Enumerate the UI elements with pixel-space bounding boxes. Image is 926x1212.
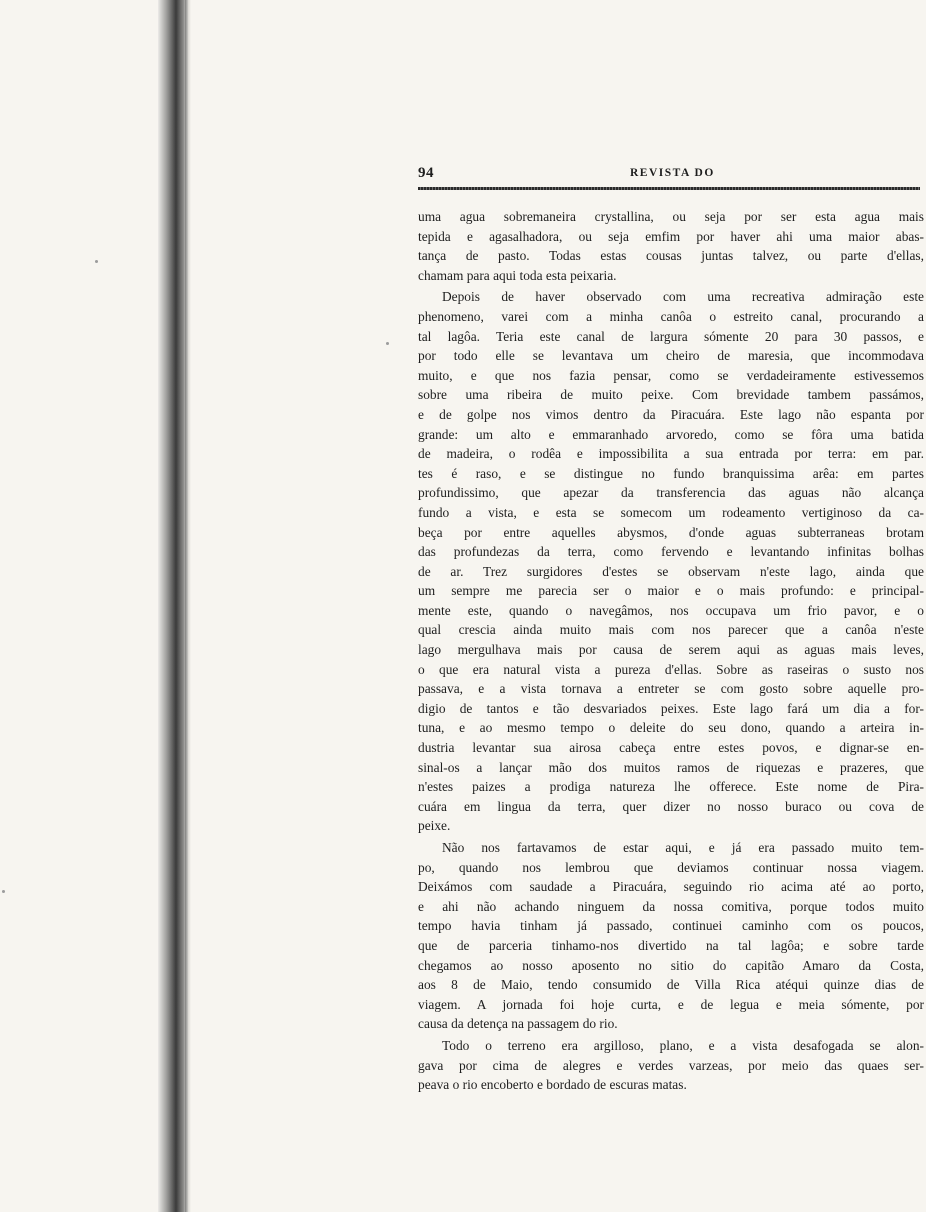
book-binding-gutter	[158, 0, 188, 1212]
text-line: tuna, e ao mesmo tempo o deleite do seu dono, quando a arteira in-	[418, 720, 924, 736]
text-line: peixe.	[418, 818, 451, 834]
page-number: 94	[418, 165, 434, 181]
text-line: digio de tantos e tão desvariados peixes. Este lago fará um dia a for-	[418, 700, 924, 716]
text-line: chamam para aqui toda esta peixaria.	[418, 267, 617, 283]
paragraph-p1	[418, 207, 924, 285]
text-line: das profundezas da terra, como fervendo e levantando infinitas bolhas	[418, 544, 924, 560]
text-line: Todo o terreno era argilloso, plano, e a vista desafogada se alon-	[442, 1037, 924, 1053]
text-line: sinal-os a lançar mão dos muitos ramos de riquezas e prazeres, que	[418, 759, 924, 775]
text-line: um sempre me parecia ser o maior e o mais profundo: e principal-	[418, 583, 924, 599]
text-line: de ar. Trez surgidores d'estes se observam n'este lago, ainda que	[418, 563, 924, 579]
text-line: mente este, quando o navegâmos, nos occupava um frio pavor, e o	[418, 602, 924, 618]
header-rule	[418, 187, 920, 190]
text-line: gava por cima de alegres e verdes varzeas, por meio das quaes ser-	[418, 1057, 924, 1073]
text-line: uma agua sobremaneira crystallina, ou seja por ser esta agua mais	[418, 209, 924, 224]
text-line: e de golpe nos vimos dentro da Piracuára. Este lago não espanta por	[418, 406, 924, 422]
body-text	[418, 207, 924, 1095]
text-line: por todo elle se levantava um cheiro de maresia, que incommodava	[418, 348, 924, 364]
running-head	[418, 165, 926, 187]
text-line: Depois de haver observado com uma recreativa admiração este	[442, 289, 924, 305]
text-line: cuára em lingua da terra, quer dizer no nosso buraco ou cova de	[418, 798, 924, 814]
text-line: tal lagôa. Teria este canal de largura sómente 20 para 30 passos, e	[418, 328, 924, 344]
text-line: dustria levantar sua airosa cabeça entre estes povos, e dignar-se en-	[418, 740, 924, 756]
text-line: peava o rio encoberto e bordado de escuras matas.	[418, 1077, 687, 1093]
text-line: po, quando nos lembrou que deviamos continuar nossa viagem.	[418, 859, 924, 875]
text-line: aos 8 de Maio, tendo consumido de Villa Rica atéqui quinze dias de	[418, 977, 924, 993]
text-line: causa da detença na passagem do rio.	[418, 1016, 618, 1032]
paper-speck	[386, 342, 389, 345]
journal-title: REVISTA DO	[630, 167, 715, 179]
text-line: tes é raso, e se distingue no fundo branquissima arêa: em partes	[418, 465, 924, 481]
text-line: fundo a vista, e esta se somecom um rodeamento vertiginoso da ca-	[418, 504, 924, 520]
book-page	[418, 165, 926, 1095]
text-line: passava, e a vista tornava a entreter se com gosto sobre aquelle pro-	[418, 681, 924, 697]
text-line: grande: um alto e emmaranhado arvoredo, como se fôra uma batida	[418, 426, 924, 442]
text-line: n'estes paizes a prodiga natureza lhe offerece. Este nome de Pira-	[418, 779, 924, 795]
text-line: tança de pasto. Todas estas cousas juntas talvez, ou parte d'ellas,	[418, 248, 924, 264]
text-line: tepida e agasalhadora, ou seja emfim por haver ahi uma maior abas-	[418, 228, 924, 244]
binding-shadow	[185, 0, 191, 1212]
text-line: e ahi não achando ninguem da nossa comitiva, porque todos muito	[418, 898, 924, 914]
text-line: Deixámos com saudade a Piracuára, seguindo rio acima até ao porto,	[418, 879, 924, 895]
text-line: phenomeno, varei com a minha canôa o estreito canal, procurando a	[418, 308, 924, 324]
text-line: chegamos ao nosso aposento no sitio do capitão Amaro da Costa,	[418, 957, 924, 973]
text-line: beça por entre aquelles abysmos, d'onde aguas subterraneas brotam	[418, 524, 924, 540]
text-line: profundissimo, que apezar da transferencia das aguas não alcança	[418, 485, 924, 501]
text-line: muito, e que nos fazia pensar, como se verdadeiramente estivessemos	[418, 367, 924, 383]
text-line: o que era natural vista a pureza d'ellas. Sobre as raseiras o susto nos	[418, 661, 924, 677]
text-line: que de parceria tinhamo-nos divertido na tal lagôa; e sobre tarde	[418, 937, 924, 953]
paper-speck	[2, 890, 5, 893]
paper-speck	[95, 260, 98, 263]
text-line: lago mergulhava mais por causa de serem aqui as aguas mais leves,	[418, 642, 924, 658]
text-line: viagem. A jornada foi hoje curta, e de legua e meia sómente, por	[418, 996, 924, 1012]
text-line: qual crescia ainda muito mais com nos parecer que a canôa n'este	[418, 622, 924, 638]
text-line: sobre uma ribeira de muito peixe. Com brevidade tambem passámos,	[418, 387, 924, 403]
paragraph-p2	[418, 287, 924, 836]
text-line: Não nos fartavamos de estar aqui, e já era passado muito tem-	[442, 840, 924, 855]
text-line: de madeira, o rodêa e impossibilita a sua entrada por terra: em par.	[418, 446, 924, 462]
paragraph-p3	[418, 838, 924, 1034]
paragraph-p4	[418, 1036, 924, 1095]
text-line: tempo havia tinham já passado, continuei caminho com os poucos,	[418, 918, 924, 934]
